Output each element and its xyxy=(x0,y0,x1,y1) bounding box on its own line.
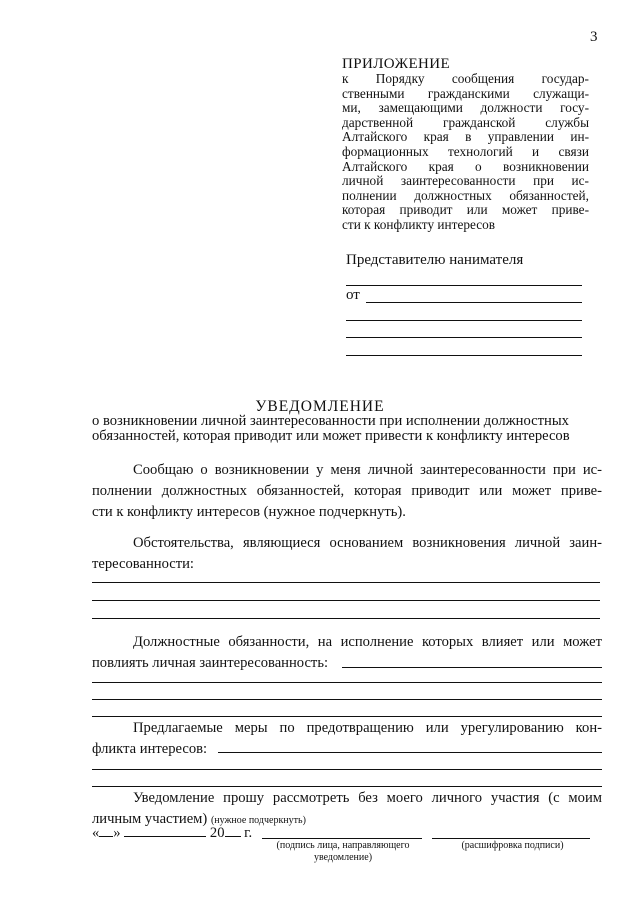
notice-subtitle-line: о возникновении личной заинтересованности при исполнении должностных xyxy=(92,413,569,429)
paragraph-line-text: личным участием) xyxy=(92,811,208,827)
sender-name-line[interactable] xyxy=(366,302,582,303)
duties-field-line[interactable] xyxy=(92,699,602,700)
signature-hint xyxy=(258,840,428,864)
appendix-line: ми, замещающими должности госу- xyxy=(342,100,589,116)
measures-field-line[interactable] xyxy=(218,752,602,753)
signature-field-line[interactable] xyxy=(262,838,422,839)
month-field-line[interactable] xyxy=(124,836,206,837)
appendix-line: к Порядку сообщения государ- xyxy=(342,71,589,86)
paragraph-line-text: повлиять личная заинтересованность: xyxy=(92,655,329,671)
sender-position-line[interactable] xyxy=(346,320,582,321)
paragraph-line-text: фликта интересов: xyxy=(92,741,208,757)
paragraph-line xyxy=(92,739,602,760)
paragraph-line: тересованности: xyxy=(92,556,194,572)
duties-field-line[interactable] xyxy=(342,667,602,668)
circumstances-field-line[interactable] xyxy=(92,600,600,601)
appendix-line: которая приводит или может приве- xyxy=(342,202,589,218)
signature-hint-line: уведомление) xyxy=(313,852,373,863)
appendix-line: дарственной гражданской службы xyxy=(342,114,589,130)
paragraph-line xyxy=(92,653,602,674)
paragraph-line: Сообщаю о возникновении у меня личной заинтересованности при ис- xyxy=(133,462,602,478)
appendix-block xyxy=(342,56,589,233)
paragraph-line: Предлагаемые меры по предотвращению или урегулированию кон- xyxy=(133,720,602,736)
circumstances-field-line[interactable] xyxy=(92,618,600,619)
recipient-label: Представителю нанимателя xyxy=(346,252,524,268)
sender-position-line[interactable] xyxy=(346,355,582,356)
paragraph-line: сти к конфликту интересов (нужное подчеркнуть). xyxy=(92,504,406,520)
measures-field-line[interactable] xyxy=(92,769,602,770)
appendix-line: ственными гражданскими служащи- xyxy=(342,85,589,101)
year-field-line[interactable] xyxy=(225,836,241,837)
decoding-hint: (расшифровка подписи) xyxy=(461,840,564,851)
paragraph-circumstances xyxy=(92,533,602,575)
notice-subtitle xyxy=(92,414,602,443)
paragraph-line: Уведомление прошу рассмотреть без моего личного участия (с моим xyxy=(133,790,602,806)
paragraph-line: Должностные обязанности, на исполнение которых влияет или может xyxy=(133,634,602,650)
appendix-title: ПРИЛОЖЕНИЕ xyxy=(342,56,451,72)
appendix-line: сти к конфликту интересов xyxy=(342,216,496,232)
year-suffix: г. xyxy=(244,825,253,841)
duties-field-line[interactable] xyxy=(92,682,602,683)
page-number: 3 xyxy=(590,29,598,45)
appendix-line: Алтайского края о возникновении xyxy=(342,158,589,174)
appendix-line: личной заинтересованности при ис- xyxy=(342,173,589,189)
notice-subtitle-line: обязанностей, которая приводит или может привести к конфликту интересов xyxy=(92,427,570,444)
paragraph-line: полнении должностных обязанностей, которая приводит или может приве- xyxy=(92,483,602,499)
duties-field-line[interactable] xyxy=(92,716,602,717)
quote-close: » xyxy=(113,825,121,841)
underline-hint: (нужное подчеркнуть) xyxy=(210,815,306,826)
year-prefix: 20 xyxy=(209,825,225,841)
appendix-line: полнении должностных обязанностей, xyxy=(342,187,589,203)
from-label: от xyxy=(346,287,360,303)
recipient-name-line[interactable] xyxy=(346,285,582,286)
paragraph-measures xyxy=(92,718,602,760)
paragraph-line: Обстоятельства, являющиеся основанием возникновения личной заин- xyxy=(133,535,602,551)
quote-open: « xyxy=(92,825,100,841)
appendix-line: формационных технологий и связи xyxy=(342,143,589,159)
circumstances-field-line[interactable] xyxy=(92,582,600,583)
paragraph-report xyxy=(92,460,602,523)
notice-title: УВЕДОМЛЕНИЕ xyxy=(255,398,385,415)
signature-decoding-field-line[interactable] xyxy=(432,838,590,839)
measures-field-line[interactable] xyxy=(92,786,602,787)
sender-position-line[interactable] xyxy=(346,337,582,338)
date-row xyxy=(92,825,252,842)
appendix-line: Алтайского края в управлении ин- xyxy=(342,129,589,145)
signature-hint-line: (подпись лица, направляющего xyxy=(276,840,410,851)
day-field-line[interactable] xyxy=(99,836,113,837)
